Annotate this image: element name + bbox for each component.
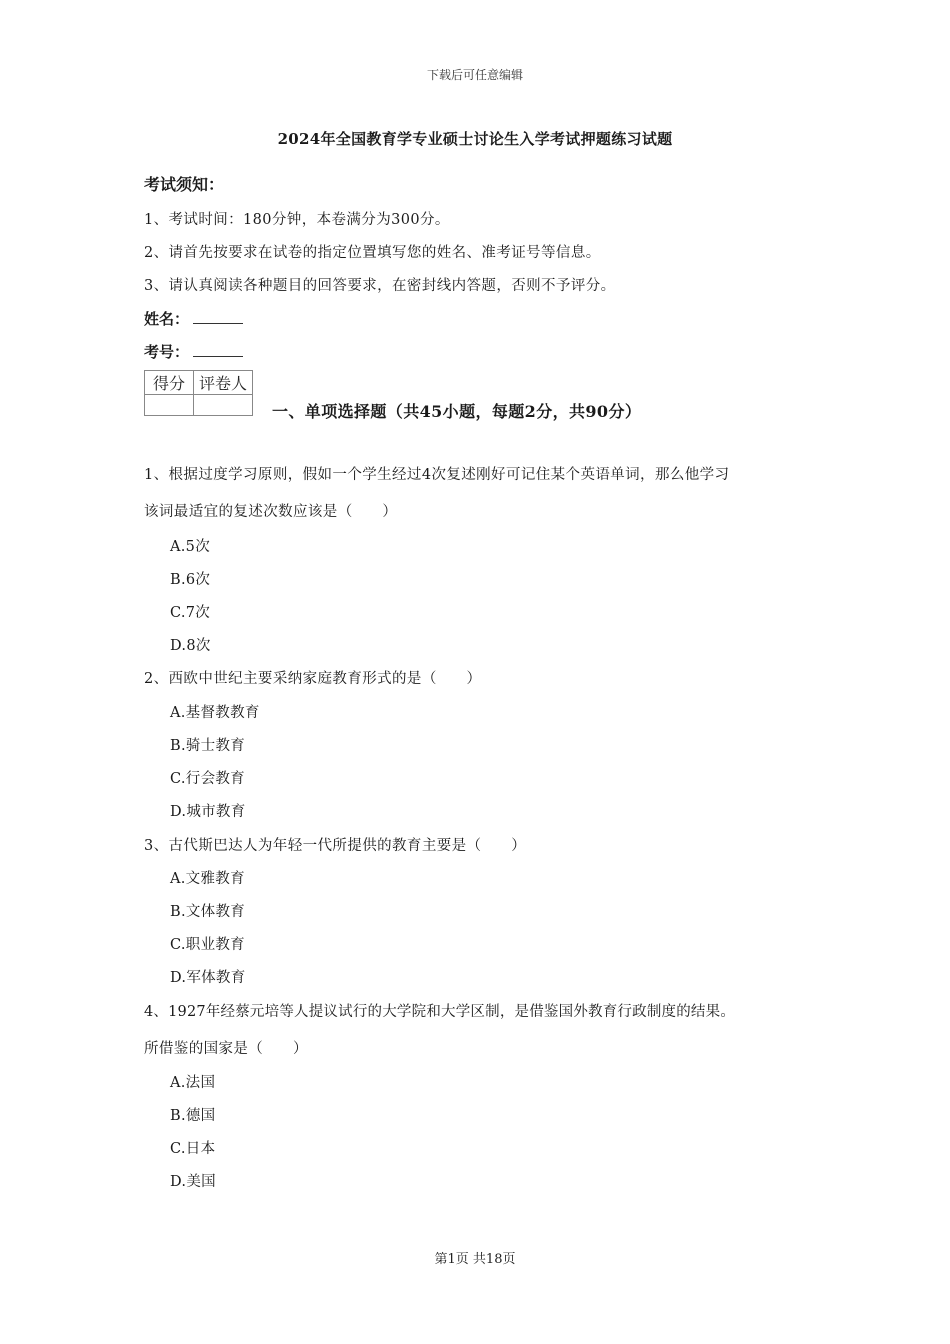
question-text: 3、古代斯巴达人为年轻一代所提供的教育主要是（ ） [144,838,527,854]
question-text: 该词最适宜的复述次数应该是（ ） [144,504,398,520]
section-title: 一、单项选择题（共45小题，每题2分，共90分） [272,402,642,421]
notice-heading: 考试须知： [144,175,225,194]
score-header: 得分 [145,371,194,395]
name-field [144,308,243,329]
question-text: 1、根据过度学习原则，假如一个学生经过4次复述刚好可记住某个英语单词，那么他学习 [144,467,730,483]
score-cell [145,395,194,416]
exam-id-field [144,341,243,362]
exam-id-blank[interactable] [193,342,243,357]
option-d: D.军体教育 [170,970,246,986]
option-a: A.5次 [170,539,211,555]
header-note: 下载后可任意编辑 [426,68,523,82]
option-b: B.文体教育 [170,904,246,920]
option-b: B.骑士教育 [170,738,246,754]
option-c: C.职业教育 [170,937,245,953]
name-blank[interactable] [193,309,243,324]
name-label: 姓名： [144,310,190,328]
option-c: C.7次 [170,605,211,621]
grader-header: 评卷人 [194,371,253,395]
notice-item: 2、请首先按要求在试卷的指定位置填写您的姓名、准考证号等信息。 [144,245,601,261]
notice-item: 1、考试时间：180分钟，本卷满分为300分。 [144,212,450,228]
option-c: C.日本 [170,1141,216,1157]
option-d: D.城市教育 [170,804,246,820]
option-d: D.8次 [170,638,211,654]
option-d: D.美国 [170,1174,216,1190]
option-a: A.法国 [170,1075,216,1091]
document-title: 2024年全国教育学专业硕士讨论生入学考试押题练习试题 [277,130,673,148]
grader-cell [194,395,253,416]
question-text: 所借鉴的国家是（ ） [144,1041,308,1057]
option-b: B.德国 [170,1108,216,1124]
option-a: A.文雅教育 [170,871,245,887]
option-a: A.基督教教育 [170,705,260,721]
question-text: 4、1927年经蔡元培等人提议试行的大学院和大学区制，是借鉴国外教育行政制度的结果。 [144,1004,736,1020]
option-b: B.6次 [170,572,211,588]
exam-id-label: 考号： [144,343,190,361]
page-footer: 第1页 共18页 [434,1252,516,1267]
notice-item: 3、请认真阅读各种题目的回答要求，在密封线内答题，否则不予评分。 [144,278,616,294]
score-table [144,370,253,416]
question-text: 2、西欧中世纪主要采纳家庭教育形式的是（ ） [144,671,482,687]
option-c: C.行会教育 [170,771,245,787]
